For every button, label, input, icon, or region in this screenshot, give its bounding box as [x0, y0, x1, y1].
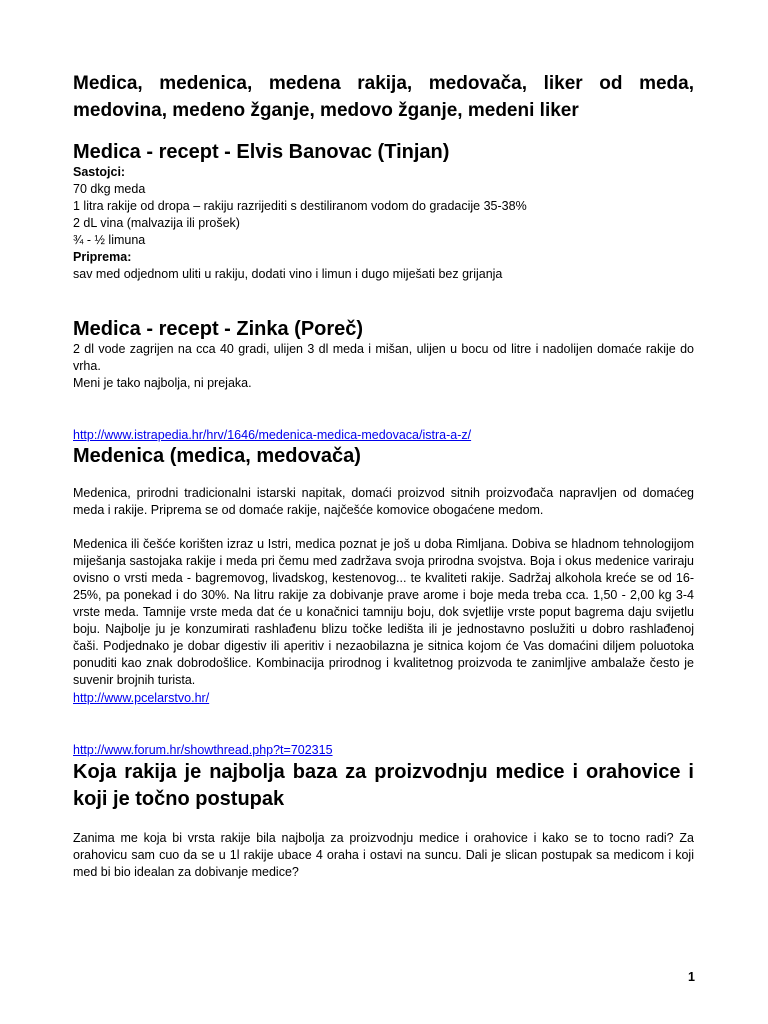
ingredient-item: 70 dkg meda: [73, 182, 146, 196]
zinka-recipe-note: Meni je tako najbolja, ni prejaka.: [73, 376, 252, 390]
preparation-label: Priprema:: [73, 250, 132, 264]
heading-zinka-recipe: Medica - recept - Zinka (Poreč): [73, 318, 364, 340]
forum-question-text: Zanima me koja bi vrsta rakije bila najbolja za proizvodnju medice i orahovice i kako se to tocno radi? Za orahovicu sam cuo da se u 1l rakije ubace 4 oraha i ostavi na suncu. Dali je slican postupak sa medicom i koji med bi bio idealan za dobivanje medice?: [73, 831, 694, 879]
ingredient-item: 1 litra rakije od dropa – rakiju razrijediti s destiliranom vodom do gradacije 35-38%: [73, 199, 527, 213]
ingredient-item: 2 dL vina (malvazija ili prošek): [73, 216, 240, 230]
page-number: 1: [688, 970, 695, 984]
pcelarstvo-link[interactable]: http://www.pcelarstvo.hr/: [73, 691, 210, 705]
zinka-recipe-text: 2 dl vode zagrijen na cca 40 gradi, ulijen 3 dl meda i mišan, ulijen u bocu od litre i nadolijen domaće rakije do vrha.: [73, 342, 694, 373]
medenica-paragraph-1: Medenica, prirodni tradicionalni istarski napitak, domaći proizvod sitnih proizvođača napravljen od domaćeg meda i rakije. Priprema se od domaće rakije, najčešće komovice obogaćene medom.: [73, 486, 694, 517]
page-content: [73, 70, 694, 881]
medenica-paragraph-2: Medenica ili češće korišten izraz u Istri, medica poznat je još u doba Rimljana. Dobiva se hladnom tehnologijom miješanja sastojaka rakije i meda pri čemu med zadržava svoja prirodna svojstva. Boja i okus medenice variraju ovisno o vrsti meda - bagremovog, livadskog, kestenovog... te kvaliteti rakije. Sadržaj alkohola kreće se od 16-25%, pa ponekad i do 30%. Na litru rakije za dobivanje prave arome i boje meda treba cca. 1,50 - 2,00 kg 3-4 vrste meda. Tamnije vrste meda dat će u konačnici tamniju boju, dok svjetlije vrste poput bagrema daju svijetlu boju. Najbolje ju je konzumirati rashlađenu blizu točke ledišta ili je jednostavno poslužiti u dobro rashlađenoj čaši. Podjednako je dobar digestiv ili aperitiv i nezaobilazna je sitnica kojom će Vas domaćini diljem poluotoka ponuditi kao znak dobrodošlice. Kombinacija prirodnog i kvalitetnog proizvoda te zanimljive ambalaže često je suvenir brojnih turista.: [73, 537, 694, 687]
istrapedia-link[interactable]: http://www.istrapedia.hr/hrv/1646/medenica-medica-medovaca/istra-a-z/: [73, 428, 472, 442]
heading-medenica: Medenica (medica, medovača): [73, 445, 361, 467]
preparation-text: sav med odjednom uliti u rakiju, dodati vino i limun i dugo miješati bez grijanja: [73, 267, 503, 281]
ingredient-item: ¾ - ½ limuna: [73, 233, 146, 247]
heading-elvis-recipe: Medica - recept - Elvis Banovac (Tinjan): [73, 141, 450, 163]
forum-link[interactable]: http://www.forum.hr/showthread.php?t=702315: [73, 743, 333, 757]
heading-koja-rakija: Koja rakija je najbolja baza za proizvodnju medice i orahovice i koji je točno postupak: [73, 761, 694, 810]
document-title: Medica, medenica, medena rakija, medovača, liker od meda, medovina, medeno žganje, medovo žganje, medeni liker: [73, 73, 694, 121]
ingredients-label: Sastojci:: [73, 165, 126, 179]
